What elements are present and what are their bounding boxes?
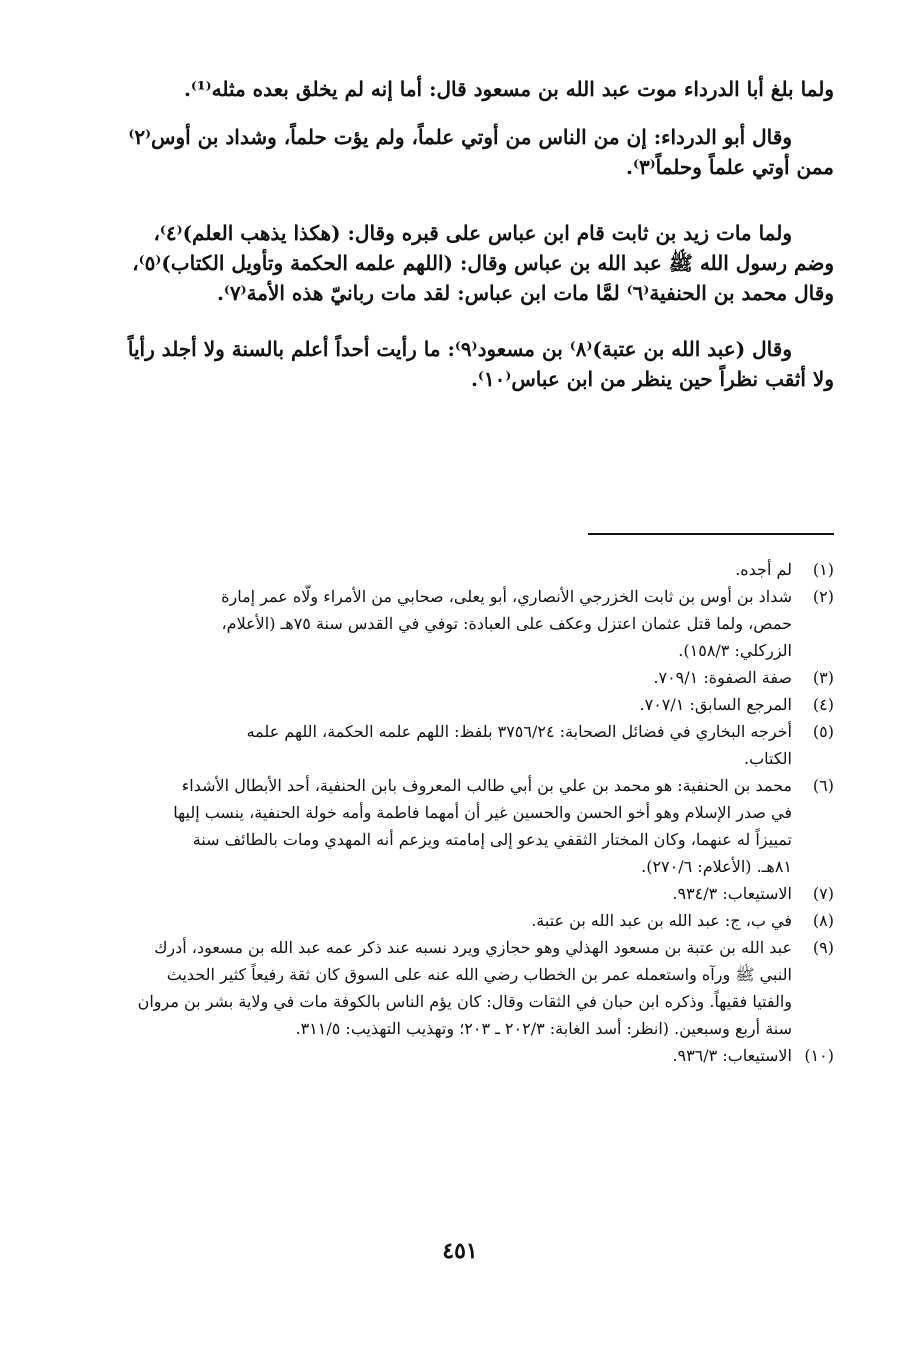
footnote-1 bbox=[82, 556, 834, 583]
text-line: وقال محمد بن الحنفية⁽٦⁾ لمَّا مات ابن عباس: لقد مات ربانيّ هذه الأمة⁽٧⁾. bbox=[216, 281, 834, 305]
text-line: ولما مات زيد بن ثابت قام ابن عباس على قبره وقال: (هكذا يذهب العلم)⁽٤⁾، bbox=[153, 221, 792, 245]
footnote-number: (٥) bbox=[812, 722, 834, 741]
footnote-line: الكتاب. bbox=[743, 749, 792, 768]
paragraph-1 bbox=[82, 74, 834, 104]
footnote-line: حمص، ولما قتل عثمان اعتزل وعكف على العبادة: توفي في القدس سنة ٧٥هـ (الأعلام، bbox=[221, 614, 792, 633]
footnote-number: (٧) bbox=[812, 884, 834, 903]
footnote-8 bbox=[82, 907, 834, 934]
footnote-number: (١) bbox=[812, 560, 834, 579]
footnote-7 bbox=[82, 880, 834, 907]
footnote-line: في ب، ج: عبد الله بن عبد الله بن عتبة. bbox=[531, 911, 792, 930]
footnote-line: الاستيعاب: ٩٣٤/٣. bbox=[672, 884, 792, 903]
footnote-number: (٦) bbox=[812, 776, 834, 795]
footnote-line: النبي ﷺ ورآه واستعمله عمر بن الخطاب رضي الله عنه على السوق كان ثقة رفيعاً كثير الحديث bbox=[166, 965, 792, 984]
footnote-number: (٣) bbox=[812, 668, 834, 687]
footnote-line: تمييزاً له عنهما، وكان المختار الثقفي يدعو إلى إمامته ويزعم أنه المهدي ومات بالطائف سنة bbox=[192, 830, 792, 849]
text-line: وقال (عبد الله بن عتبة)⁽٨⁾ بن مسعود⁽٩⁾: ما رأيت أحداً أعلم بالسنة ولا أجلد رأياً bbox=[127, 337, 792, 361]
text-line: ولما بلغ أبا الدرداء موت عبد الله بن مسعود قال: أما إنه لم يخلق بعده مثله⁽¹⁾. bbox=[183, 77, 834, 101]
footnotes bbox=[82, 556, 834, 1069]
footnote-6 bbox=[82, 772, 834, 880]
footnote-line: الزركلي: ١٥٨/٣). bbox=[678, 641, 792, 660]
footnote-4 bbox=[82, 691, 834, 718]
footnote-line: المرجع السابق: ٧٠٧/١. bbox=[639, 695, 792, 714]
footnote-line: والفتيا فقيهاً. وذكره ابن حبان في الثقات وقال: كان يؤم الناس بالكوفة مات في ولاية بشر بن مروان bbox=[137, 992, 792, 1011]
footnote-number: (١٠) bbox=[804, 1046, 834, 1065]
footnote-line: أخرجه البخاري في فضائل الصحابة: ٣٧٥٦/٢٤ بلفظ: اللهم علمه الحكمة، اللهم علمه bbox=[246, 722, 792, 741]
footnote-number: (٢) bbox=[812, 587, 834, 606]
paragraph-2 bbox=[82, 122, 834, 182]
footnote-line: شداد بن أوس بن ثابت الخزرجي الأنصاري، أبو يعلى، صحابي من الأمراء ولّاه عمر إمارة bbox=[221, 587, 792, 606]
footnote-number: (٩) bbox=[812, 938, 834, 957]
footnote-2 bbox=[82, 583, 834, 664]
footnote-number: (٨) bbox=[812, 911, 834, 930]
text-line: وقال أبو الدرداء: إن من الناس من أوتي علماً، ولم يؤت حلماً، وشداد بن أوس⁽٢⁾ bbox=[128, 125, 792, 149]
footnote-number: (٤) bbox=[812, 695, 834, 714]
footnote-5 bbox=[82, 718, 834, 772]
footnote-line: الاستيعاب: ٩٣٦/٣. bbox=[672, 1046, 792, 1065]
paragraph-3 bbox=[82, 218, 834, 308]
footnote-line: لم أجده. bbox=[735, 560, 792, 579]
footnote-10 bbox=[82, 1042, 834, 1069]
footnote-line: صفة الصفوة: ٧٠٩/١. bbox=[653, 668, 792, 687]
footnote-3 bbox=[82, 664, 834, 691]
footnote-line: محمد بن الحنفية: هو محمد بن علي بن أبي طالب المعروف بابن الحنفية، أحد الأبطال الأشداء bbox=[181, 776, 792, 795]
main-text bbox=[82, 74, 834, 394]
footnote-line: سنة أربع وسبعين. (انظر: أسد الغابة: ٢٠٢/٣ ـ ٢٠٣؛ وتهذيب التهذيب: ٣١١/٥. bbox=[295, 1019, 792, 1038]
footnote-9 bbox=[82, 934, 834, 1042]
footnote-divider bbox=[588, 533, 834, 535]
footnote-line: عبد الله بن عتبة بن مسعود الهذلي وهو حجازي ويرد نسبه عند ذكر عمه عبد الله بن مسعود، أدرك bbox=[154, 938, 792, 957]
page-number: ٤٥١ bbox=[442, 1238, 478, 1264]
footnote-line: ٨١هـ. (الأعلام: ٢٧٠/٦). bbox=[641, 857, 792, 876]
text-line: وضم رسول الله ﷺ عبد الله بن عباس وقال: (اللهم علمه الحكمة وتأويل الكتاب)⁽٥⁾، bbox=[132, 251, 834, 275]
footnote-line: في صدر الإسلام وهو أخو الحسن والحسين غير أن أمهما فاطمة وأمه خولة الحنفية، ينسب إليها bbox=[173, 803, 792, 822]
text-line: ممن أوتي علماً وحلماً⁽٣⁾. bbox=[626, 155, 834, 179]
text-line: ولا أثقب نظراً حين ينظر من ابن عباس⁽١٠⁾. bbox=[470, 367, 834, 391]
paragraph-4 bbox=[82, 334, 834, 394]
